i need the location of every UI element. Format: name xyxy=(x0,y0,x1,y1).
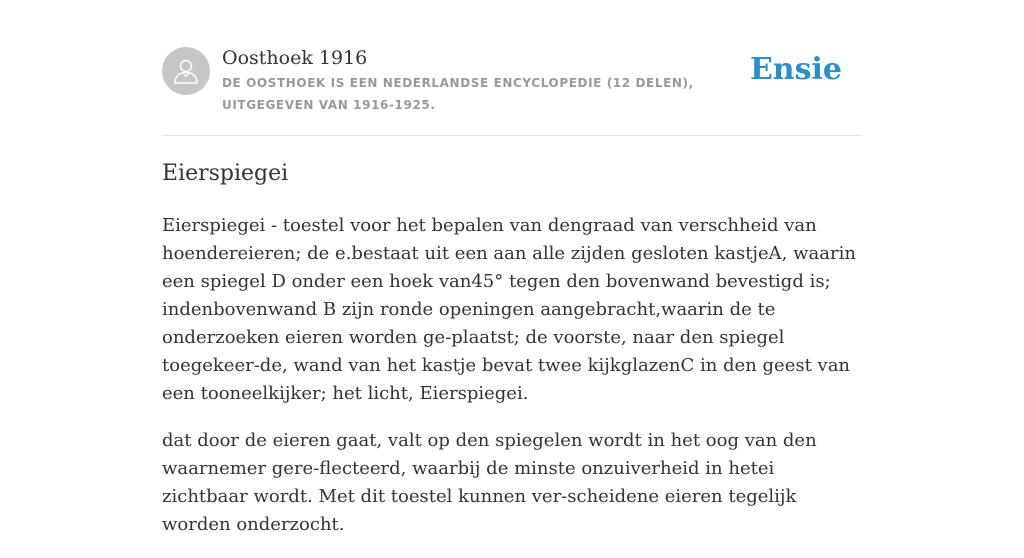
publication-title[interactable]: Oosthoek 1916 xyxy=(222,47,368,69)
publication-header xyxy=(162,44,862,116)
publication-description: DE OOSTHOEK IS EEN NEDERLANDSE ENCYCLOPEDIE (12 DELEN), UITGEGEVEN VAN 1916-1925. xyxy=(222,76,694,112)
entry-title: Eierspiegei xyxy=(162,161,289,186)
header-divider xyxy=(162,135,862,136)
entry-body xyxy=(162,212,862,558)
entry-paragraph: dat door de eieren gaat, valt op den spiegelen wordt in het oog van den waarnemer gere-flecteerd, waarbij de minste onzuiverheid in hetei zichtbaar wordt. Met dit toestel kunnen ver-scheidene eieren tegelijk worden onderzocht. xyxy=(162,430,817,535)
brand-logo[interactable]: Ensie xyxy=(749,52,842,87)
avatar[interactable] xyxy=(162,47,210,95)
user-silhouette-icon xyxy=(172,57,200,85)
entry-paragraph: Eierspiegei - toestel voor het bepalen van dengraad van verschheid van hoendereieren; de e.bestaat uit een aan alle zijden gesloten kastjeA, waarin een spiegel D onder een hoek van45° tegen den bovenwand bevestigd is; indenbovenwand B zijn ronde openingen aangebracht,waarin de te onderzoeken eieren worden ge-plaatst; de voorste, naar den spiegel toegekeer-de, wand van het kastje bevat twee kijkglazenC in den geest van een tooneelkijker; het licht, Eierspiegei. xyxy=(162,215,856,404)
